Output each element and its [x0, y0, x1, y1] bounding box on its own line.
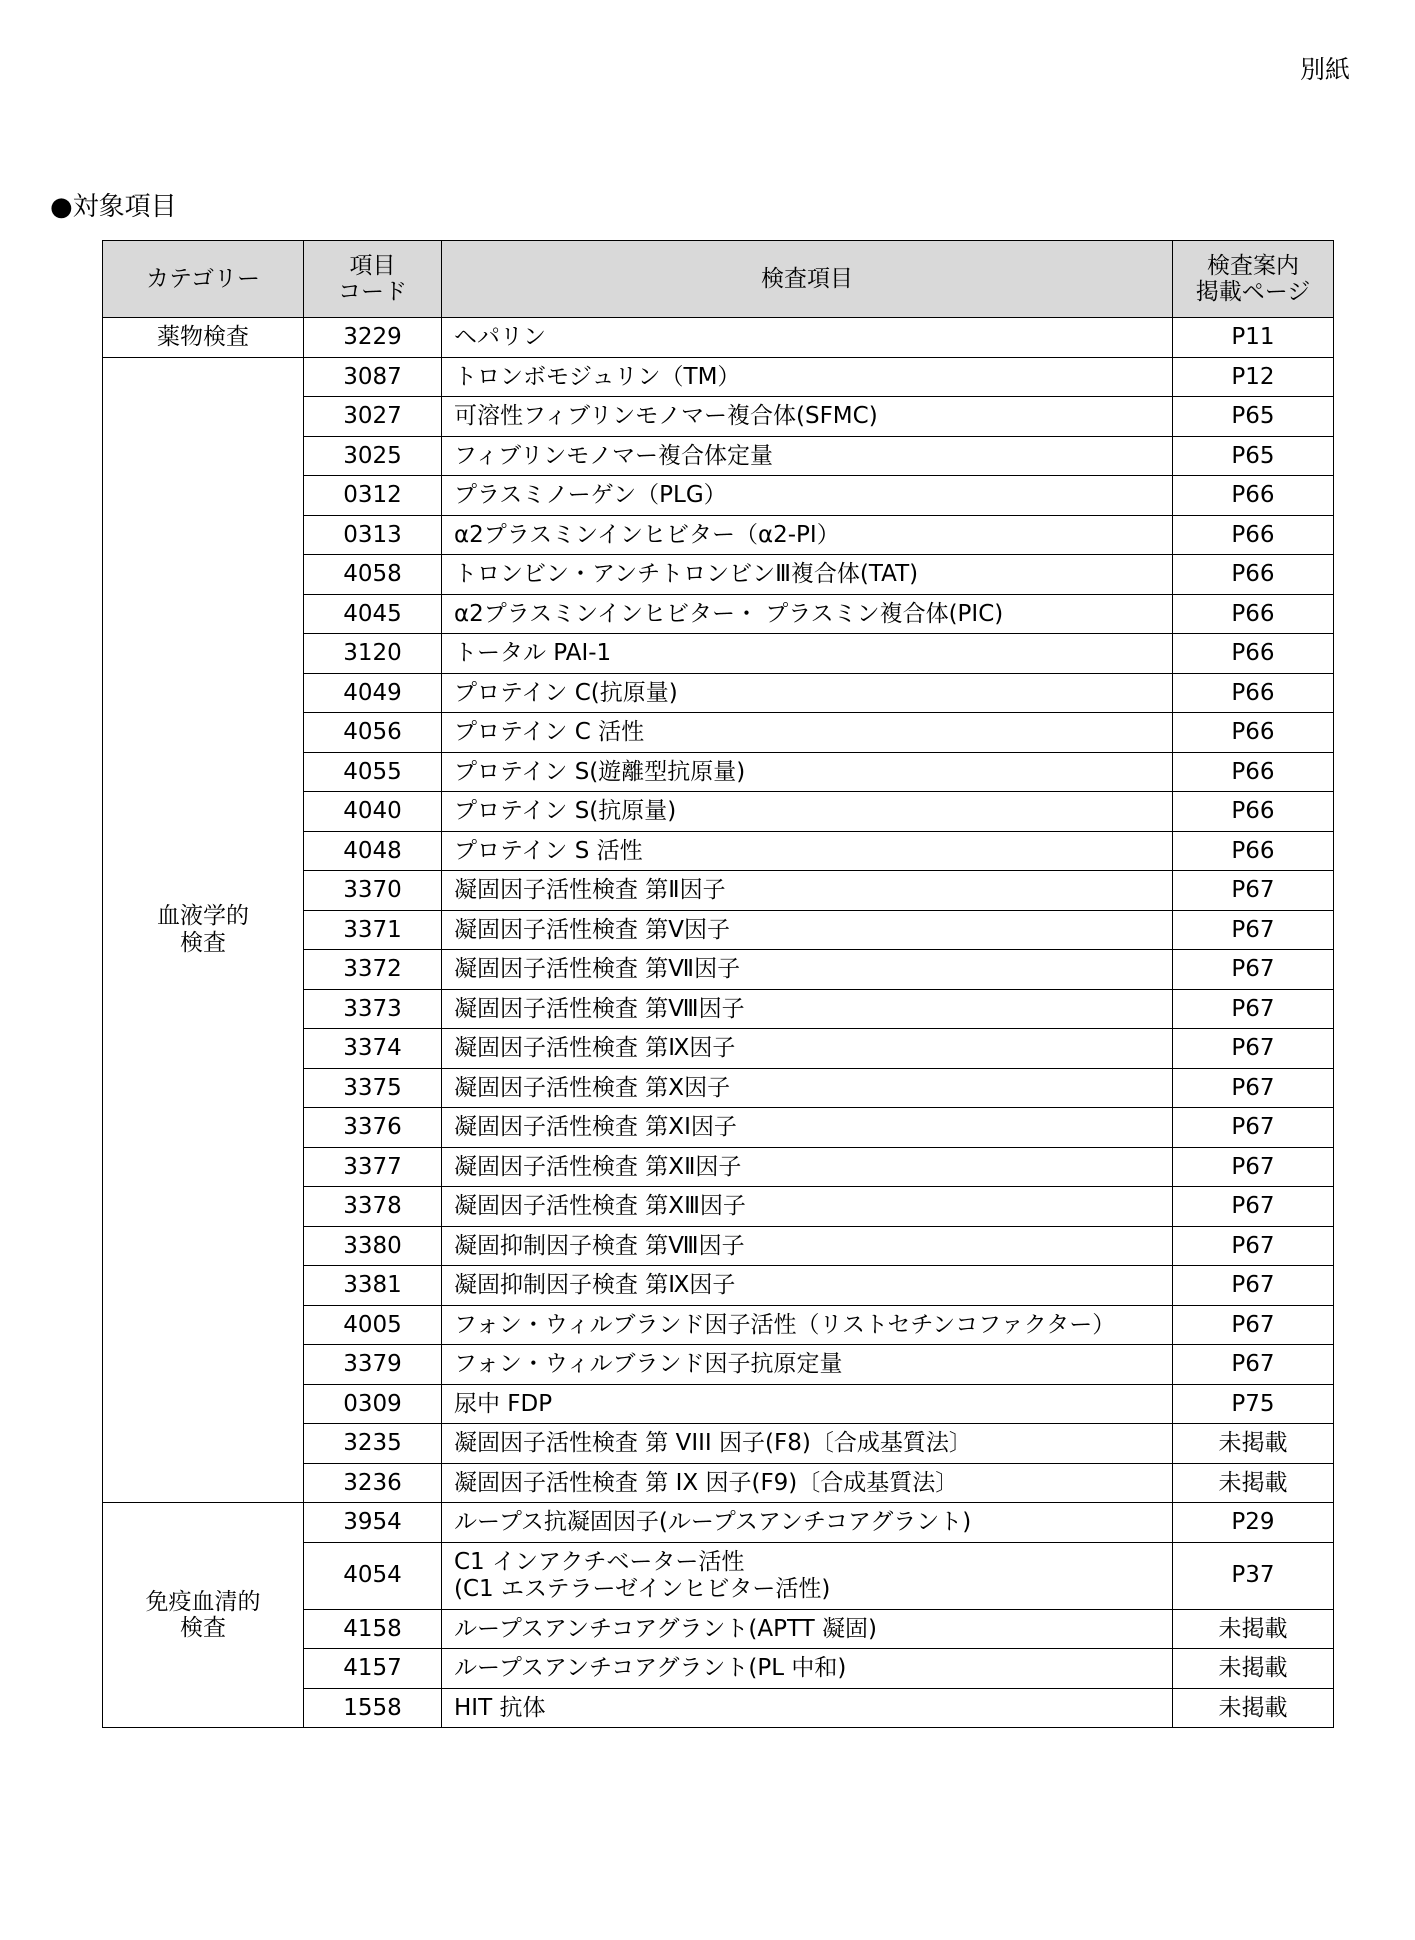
item-name-cell: プロテイン S(抗原量): [442, 792, 1173, 832]
code-cell: 1558: [304, 1688, 442, 1728]
page-cell: P67: [1173, 1068, 1334, 1108]
table-row: [103, 1503, 1334, 1543]
code-cell: 3235: [304, 1424, 442, 1464]
page-cell: P66: [1173, 555, 1334, 595]
page-cell: P29: [1173, 1503, 1334, 1543]
code-cell: 4158: [304, 1609, 442, 1649]
section-title: ●対象項目: [50, 192, 177, 222]
item-name-cell: トロンボモジュリン（TM）: [442, 357, 1173, 397]
header-page-line2: 掲載ページ: [1195, 279, 1311, 305]
page-cell: P66: [1173, 673, 1334, 713]
item-name-cell: プロテイン S(遊離型抗原量): [442, 752, 1173, 792]
item-name-cell: ヘパリン: [442, 318, 1173, 358]
item-name-cell: 凝固因子活性検査 第Ⅹ因子: [442, 1068, 1173, 1108]
item-name-cell: 凝固因子活性検査 第ⅩⅡ因子: [442, 1147, 1173, 1187]
page-cell: P67: [1173, 989, 1334, 1029]
target-items-table: [102, 240, 1334, 1728]
item-name-cell: プロテイン S 活性: [442, 831, 1173, 871]
item-name-cell: α2プラスミンインヒビター・ プラスミン複合体(PIC): [442, 594, 1173, 634]
code-cell: 3236: [304, 1463, 442, 1503]
page-cell: P67: [1173, 1345, 1334, 1385]
item-name-cell: トロンビン・アンチトロンビンⅢ複合体(TAT): [442, 555, 1173, 595]
code-cell: 4045: [304, 594, 442, 634]
page-cell: 未掲載: [1173, 1463, 1334, 1503]
code-cell: 4040: [304, 792, 442, 832]
page-cell: P67: [1173, 1029, 1334, 1069]
header-code-line1: 項目: [349, 252, 396, 279]
table-header-row: [103, 241, 1334, 318]
item-name-cell: 凝固因子活性検査 第 VIII 因子(F8)〔合成基質法〕: [442, 1424, 1173, 1464]
category-cell: 血液学的 検査: [103, 357, 304, 1503]
item-name-cell: ループスアンチコアグラント(APTT 凝固): [442, 1609, 1173, 1649]
code-cell: 3087: [304, 357, 442, 397]
item-name-cell: 尿中 FDP: [442, 1384, 1173, 1424]
table-row: [103, 318, 1334, 358]
header-page: [1173, 241, 1334, 318]
page-cell: 未掲載: [1173, 1424, 1334, 1464]
item-name-cell: プラスミノーゲン（PLG）: [442, 476, 1173, 516]
code-cell: 3371: [304, 910, 442, 950]
page-cell: P12: [1173, 357, 1334, 397]
code-cell: 3370: [304, 871, 442, 911]
page-cell: P11: [1173, 318, 1334, 358]
header-item: 検査項目: [442, 241, 1173, 318]
code-cell: 3954: [304, 1503, 442, 1543]
page-cell: P66: [1173, 752, 1334, 792]
code-cell: 3373: [304, 989, 442, 1029]
item-name-cell: プロテイン C 活性: [442, 713, 1173, 753]
page-cell: P67: [1173, 1147, 1334, 1187]
item-name-cell: 凝固因子活性検査 第Ⅱ因子: [442, 871, 1173, 911]
item-name-cell: トータル PAI-1: [442, 634, 1173, 674]
code-cell: 3380: [304, 1226, 442, 1266]
page-cell: P65: [1173, 397, 1334, 437]
code-cell: 4157: [304, 1649, 442, 1689]
item-name-cell: 凝固抑制因子検査 第Ⅸ因子: [442, 1266, 1173, 1306]
page-cell: 未掲載: [1173, 1609, 1334, 1649]
page-cell: P66: [1173, 792, 1334, 832]
item-name-cell: C1 インアクチベーター活性 (C1 エステラーゼインヒビター活性): [442, 1542, 1173, 1609]
page-cell: P66: [1173, 594, 1334, 634]
item-name-cell: α2プラスミンインヒビター（α2-PI）: [442, 515, 1173, 555]
code-cell: 4058: [304, 555, 442, 595]
page-cell: 未掲載: [1173, 1688, 1334, 1728]
category-cell: 薬物検査: [103, 318, 304, 358]
item-name-cell: フィブリンモノマー複合体定量: [442, 436, 1173, 476]
page-cell: P67: [1173, 1305, 1334, 1345]
code-cell: 3120: [304, 634, 442, 674]
item-name-cell: 凝固因子活性検査 第Ⅴ因子: [442, 910, 1173, 950]
page-cell: P66: [1173, 476, 1334, 516]
code-cell: 0312: [304, 476, 442, 516]
item-name-cell: フォン・ウィルブランド因子活性（リストセチンコファクター）: [442, 1305, 1173, 1345]
page-cell: P66: [1173, 831, 1334, 871]
code-cell: 4055: [304, 752, 442, 792]
page-cell: P67: [1173, 950, 1334, 990]
item-name-cell: 凝固因子活性検査 第Ⅸ因子: [442, 1029, 1173, 1069]
item-name-cell: プロテイン C(抗原量): [442, 673, 1173, 713]
code-cell: 4049: [304, 673, 442, 713]
item-name-cell: 可溶性フィブリンモノマー複合体(SFMC): [442, 397, 1173, 437]
page-cell: P67: [1173, 1108, 1334, 1148]
code-cell: 3378: [304, 1187, 442, 1227]
page-cell: P67: [1173, 1266, 1334, 1306]
item-name-cell: 凝固因子活性検査 第ⅩⅠ因子: [442, 1108, 1173, 1148]
page-cell: P67: [1173, 910, 1334, 950]
item-name-cell: フォン・ウィルブランド因子抗原定量: [442, 1345, 1173, 1385]
code-cell: 4005: [304, 1305, 442, 1345]
header-code: [304, 241, 442, 318]
code-cell: 3025: [304, 436, 442, 476]
code-cell: 3027: [304, 397, 442, 437]
table-row: [103, 357, 1334, 397]
code-cell: 3229: [304, 318, 442, 358]
page-cell: P37: [1173, 1542, 1334, 1609]
code-cell: 3379: [304, 1345, 442, 1385]
item-name-cell: ループスアンチコアグラント(PL 中和): [442, 1649, 1173, 1689]
category-cell: 免疫血清的 検査: [103, 1503, 304, 1728]
table-body: [103, 318, 1334, 1728]
page-cell: P75: [1173, 1384, 1334, 1424]
header-category: カテゴリー: [103, 241, 304, 318]
header-code-line2: コード: [338, 279, 407, 305]
code-cell: 3377: [304, 1147, 442, 1187]
header-page-line1: 検査案内: [1207, 252, 1299, 279]
page-cell: P66: [1173, 515, 1334, 555]
code-cell: 3375: [304, 1068, 442, 1108]
code-cell: 4056: [304, 713, 442, 753]
code-cell: 4048: [304, 831, 442, 871]
code-cell: 3376: [304, 1108, 442, 1148]
page-cell: P65: [1173, 436, 1334, 476]
code-cell: 0309: [304, 1384, 442, 1424]
page-cell: P66: [1173, 713, 1334, 753]
page-cell: P66: [1173, 634, 1334, 674]
item-name-cell: 凝固因子活性検査 第Ⅷ因子: [442, 989, 1173, 1029]
item-name-cell: HIT 抗体: [442, 1688, 1173, 1728]
item-name-cell: 凝固因子活性検査 第Ⅶ因子: [442, 950, 1173, 990]
item-name-cell: 凝固因子活性検査 第 IX 因子(F9)〔合成基質法〕: [442, 1463, 1173, 1503]
page-cell: P67: [1173, 1226, 1334, 1266]
code-cell: 4054: [304, 1542, 442, 1609]
code-cell: 3374: [304, 1029, 442, 1069]
code-cell: 0313: [304, 515, 442, 555]
code-cell: 3381: [304, 1266, 442, 1306]
item-name-cell: 凝固因子活性検査 第ⅩⅢ因子: [442, 1187, 1173, 1227]
page-cell: 未掲載: [1173, 1649, 1334, 1689]
code-cell: 3372: [304, 950, 442, 990]
item-name-cell: 凝固抑制因子検査 第Ⅷ因子: [442, 1226, 1173, 1266]
annex-label: 別紙: [1299, 55, 1350, 84]
item-name-cell: ループス抗凝固因子(ループスアンチコアグラント): [442, 1503, 1173, 1543]
page-cell: P67: [1173, 1187, 1334, 1227]
page-cell: P67: [1173, 871, 1334, 911]
